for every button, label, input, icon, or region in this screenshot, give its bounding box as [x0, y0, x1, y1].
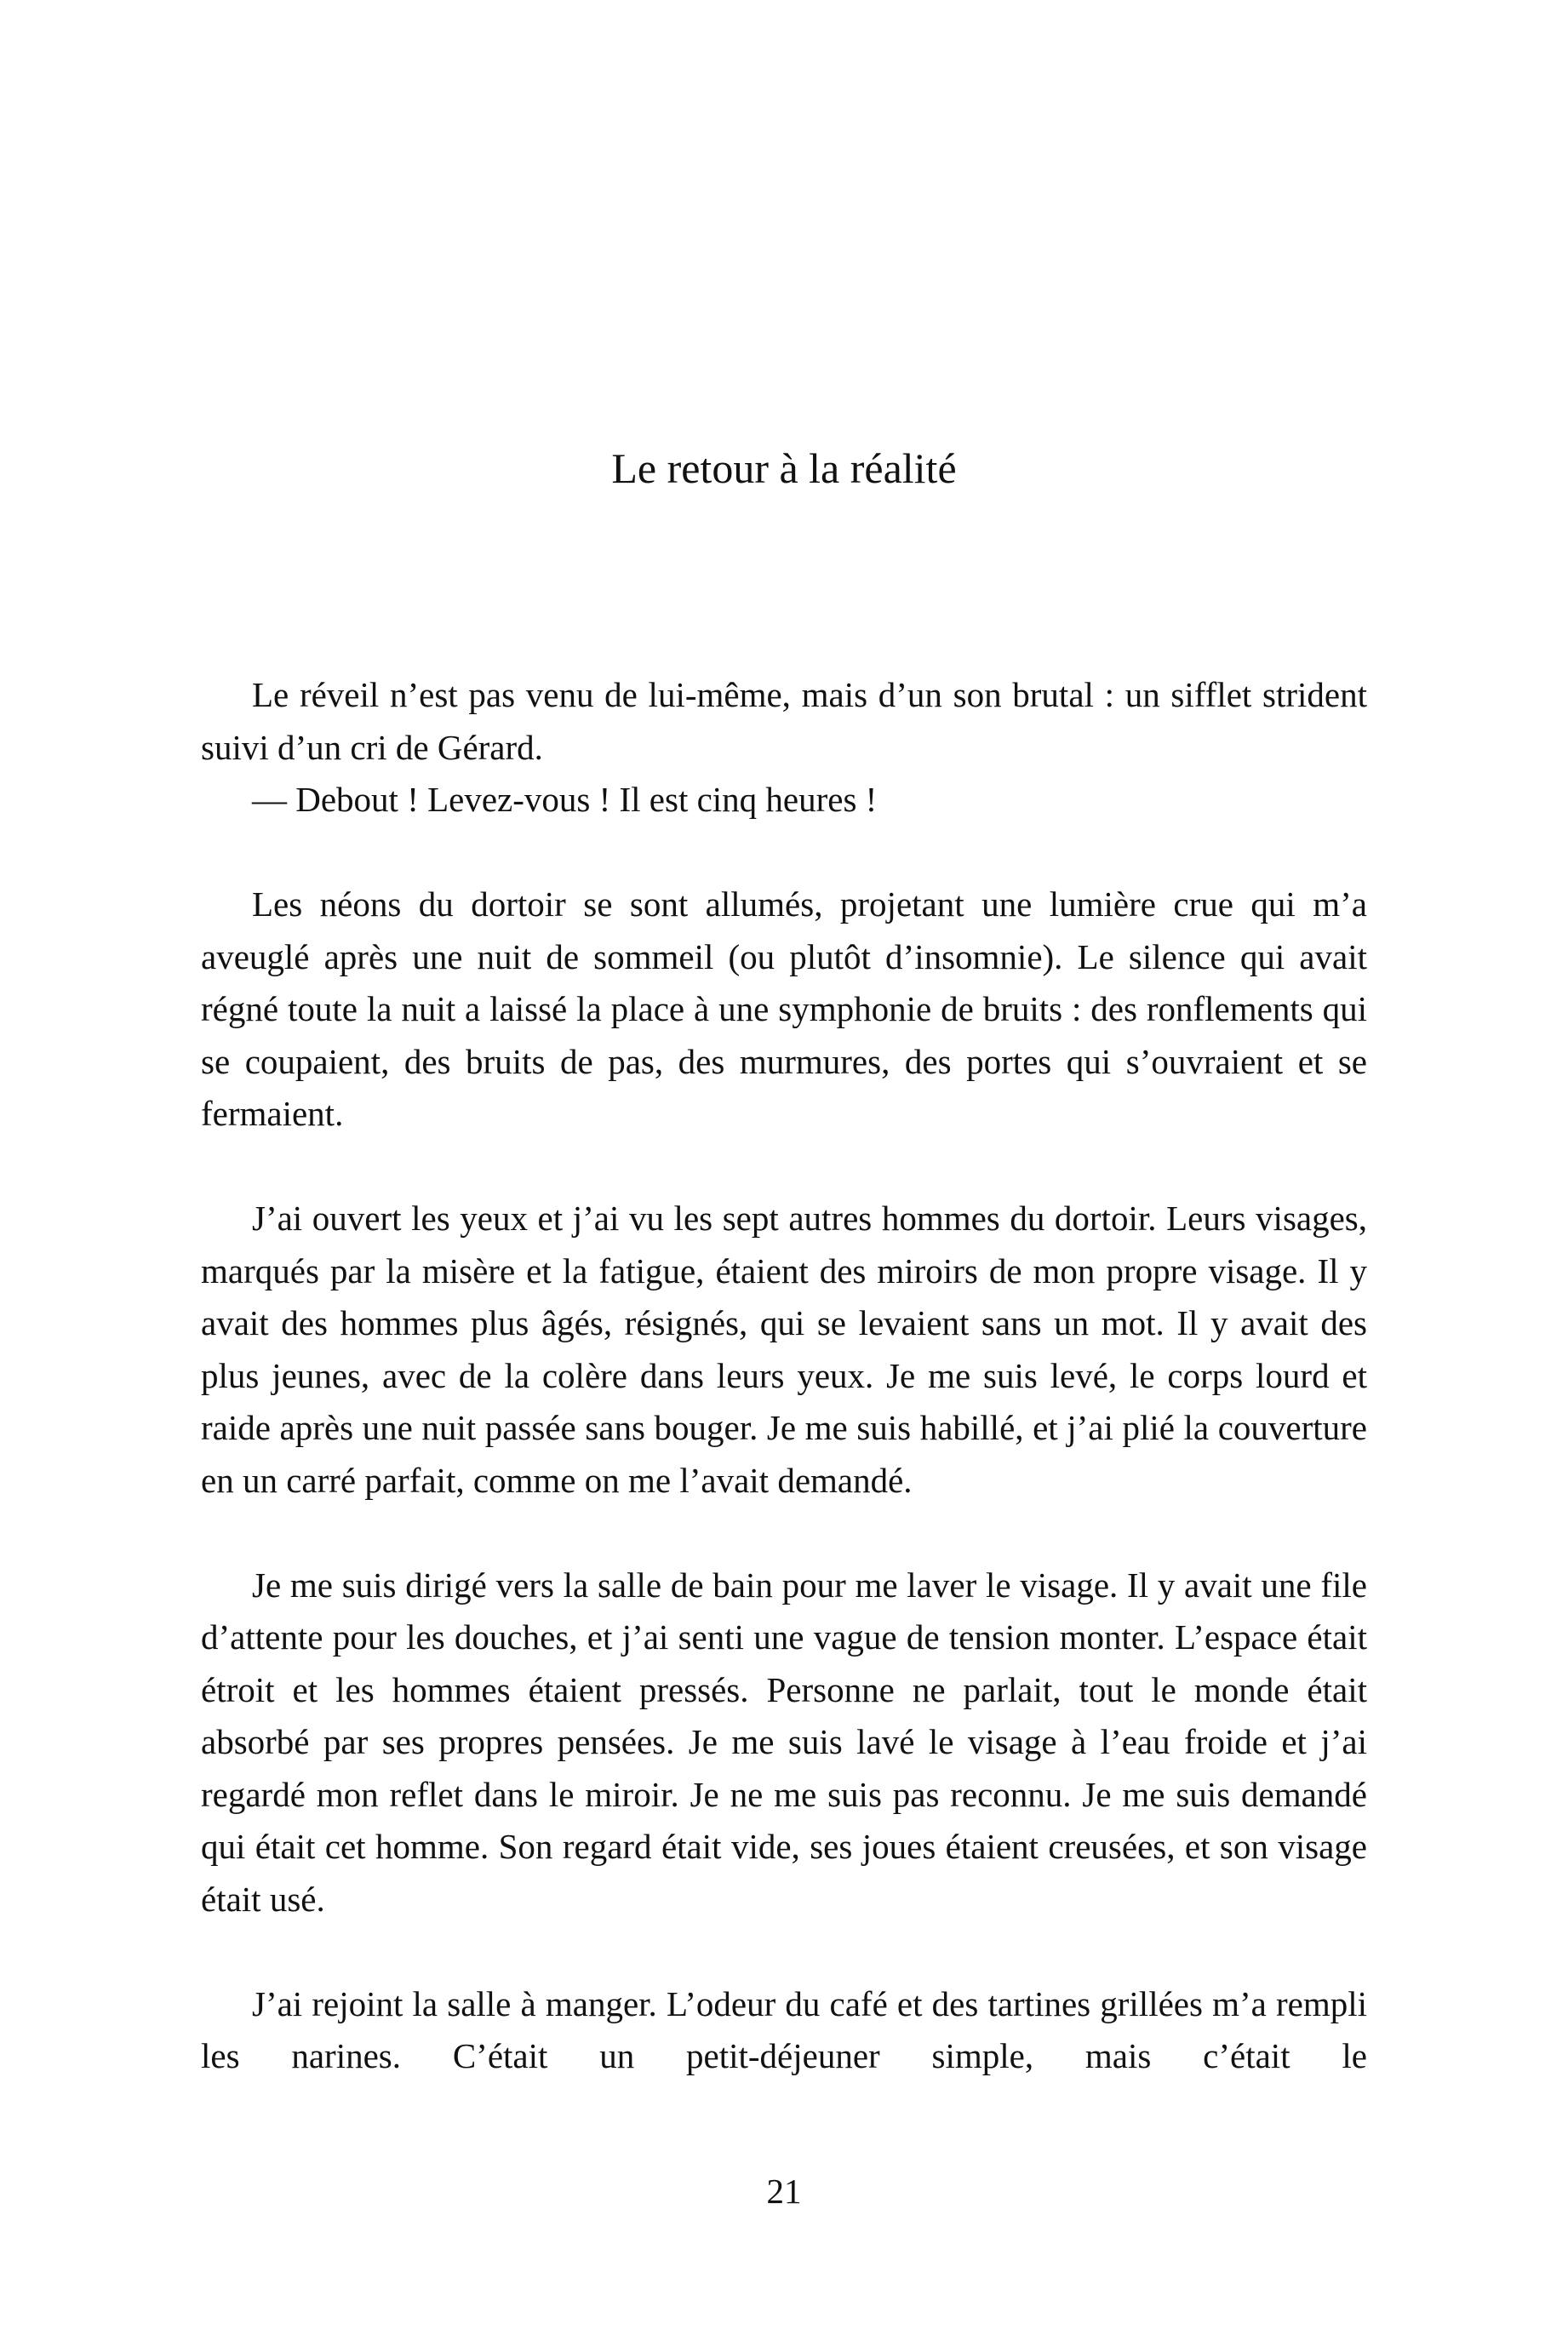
paragraph: Le réveil n’est pas venu de lui-même, mais d’un son brutal : un sifflet strident suivi d’un cri de Gérard. — [201, 675, 1367, 767]
paragraph: J’ai rejoint la salle à manger. L’odeur du café et des tartines grillées m’a rempli les narines. C’était un petit-déjeuner simple, mais c’était le — [201, 1983, 1367, 2075]
chapter-title: Le retour à la réalité — [611, 444, 957, 492]
paragraph: Je me suis dirigé vers la salle de bain pour me laver le visage. Il y avait une file d’attente pour les douches, et j’ai senti une vague de tension monter. L’espace était étroit et les hommes étaient pressés. Personne ne parlait, tout le monde était absorbé par ses propres pensées. Je me suis lavé le visage à l’eau froide et j’ai regardé mon reflet dans le miroir. Je ne me suis pas reconnu. Je me suis demandé qui était cet homme. Son regard était vide, ses joues étaient creusées, et son visage était usé. — [201, 1565, 1367, 1919]
body-text — [201, 669, 1367, 2083]
paragraph: Les néons du dortoir se sont allumés, projetant une lumière crue qui m’a aveuglé après une nuit de sommeil (ou plutôt d’insomnie). Le silence qui avait régné toute la nuit a laissé la place à une symphonie de bruits : des ronflements qui se coupaient, des bruits de pas, des murmures, des portes qui s’ouvraient et se fermaient. — [201, 884, 1367, 1133]
page-number: 21 — [766, 2172, 802, 2211]
paragraph: J’ai ouvert les yeux et j’ai vu les sept autres hommes du dortoir. Leurs visages, marqués par la misère et la fatigue, étaient des miroirs de mon propre visage. Il y avait des hommes plus âgés, résignés, qui se levaient sans un mot. Il y avait des plus jeunes, avec de la colère dans leurs yeux. Je me suis levé, le corps lourd et raide après une nuit passée sans bouger. Je me suis habillé, et j’ai plié la couverture en un carré parfait, comme on me l’avait demandé. — [201, 1199, 1367, 1500]
dialogue-line: — Debout ! Levez-vous ! Il est cinq heures ! — [252, 780, 878, 819]
